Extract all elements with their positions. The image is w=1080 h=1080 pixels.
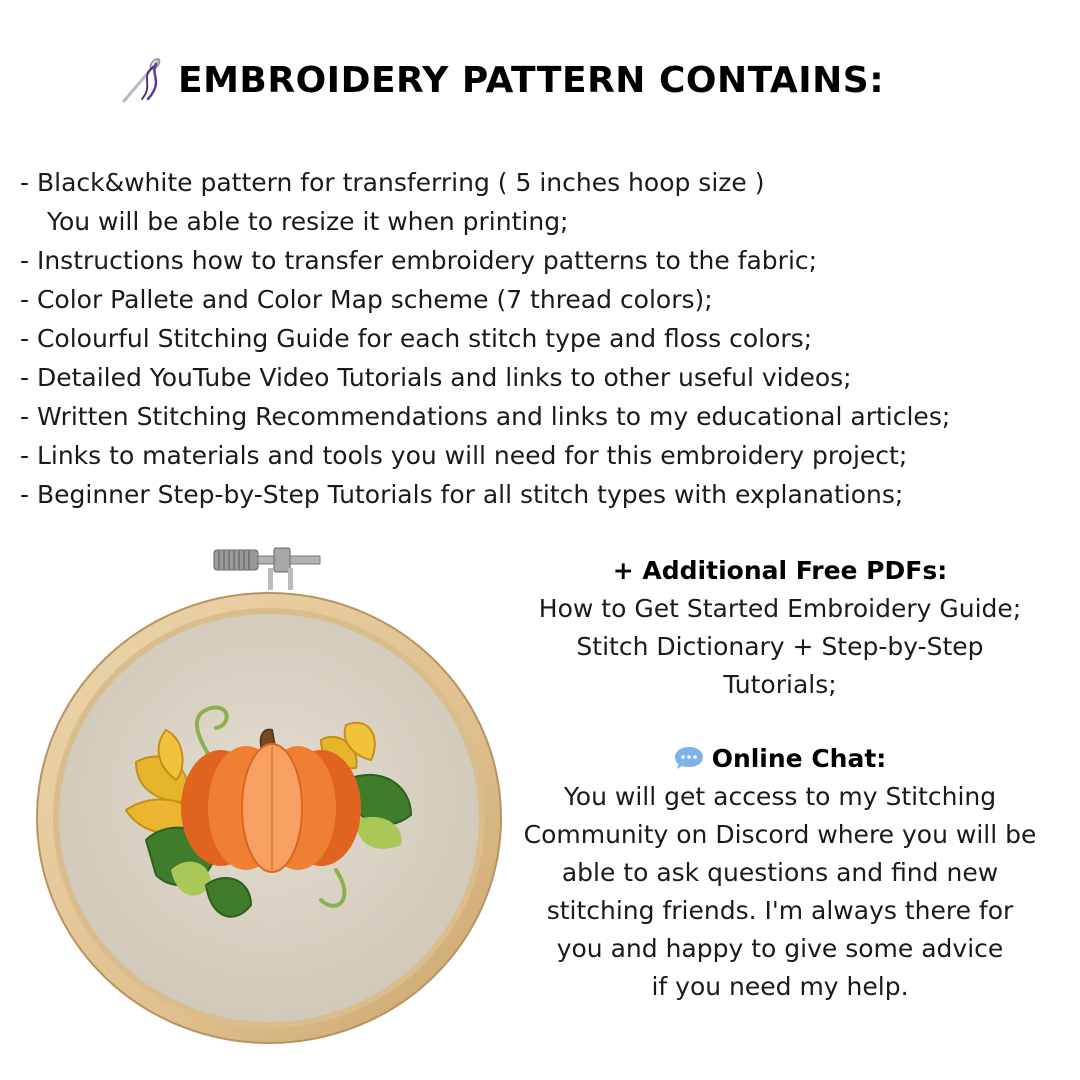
online-chat-line: stitching friends. I'm always there for bbox=[546, 896, 1014, 925]
online-chat-line: Community on Discord where you will be bbox=[523, 820, 1037, 849]
free-pdfs-heading: + Additional Free PDFs: bbox=[612, 556, 948, 585]
list-item: - Instructions how to transfer embroidery patterns to the fabric; bbox=[20, 246, 818, 275]
speech-bubble-icon bbox=[674, 744, 704, 770]
list-item: - Color Pallete and Color Map scheme (7 thread colors); bbox=[20, 285, 713, 314]
free-pdfs-section bbox=[510, 552, 1050, 704]
online-chat-heading: Online Chat: bbox=[711, 744, 887, 773]
needle-thread-icon bbox=[120, 55, 166, 105]
list-item: - Written Stitching Recommendations and links to my educational articles; bbox=[20, 402, 951, 431]
hoop-screw bbox=[214, 548, 320, 590]
online-chat-line: if you need my help. bbox=[651, 972, 909, 1001]
embroidery-hoop-photo bbox=[36, 540, 506, 1050]
online-chat-line: You will get access to my Stitching bbox=[563, 782, 997, 811]
page-header bbox=[120, 50, 960, 110]
free-pdfs-line: Tutorials; bbox=[723, 670, 837, 699]
free-pdfs-line: Stitch Dictionary + Step-by-Step bbox=[576, 632, 984, 661]
free-pdfs-line: How to Get Started Embroidery Guide; bbox=[538, 594, 1022, 623]
online-chat-line: you and happy to give some advice bbox=[556, 934, 1004, 963]
list-item: - Colourful Stitching Guide for each stitch type and floss colors; bbox=[20, 324, 813, 353]
contents-list bbox=[20, 163, 1070, 514]
list-item: - Links to materials and tools you will need for this embroidery project; bbox=[20, 441, 908, 470]
page-title: EMBROIDERY PATTERN CONTAINS: bbox=[178, 59, 885, 101]
online-chat-heading-row bbox=[510, 740, 1050, 778]
online-chat-line: able to ask questions and find new bbox=[561, 858, 999, 887]
list-item: - Detailed YouTube Video Tutorials and links to other useful videos; bbox=[20, 363, 852, 392]
online-chat-section bbox=[510, 740, 1050, 1006]
list-item: - Black&white pattern for transferring ( 5 inches hoop size ) bbox=[20, 168, 765, 197]
list-item: - Beginner Step-by-Step Tutorials for all stitch types with explanations; bbox=[20, 480, 904, 509]
list-item-continuation: You will be able to resize it when printing; bbox=[47, 207, 569, 236]
